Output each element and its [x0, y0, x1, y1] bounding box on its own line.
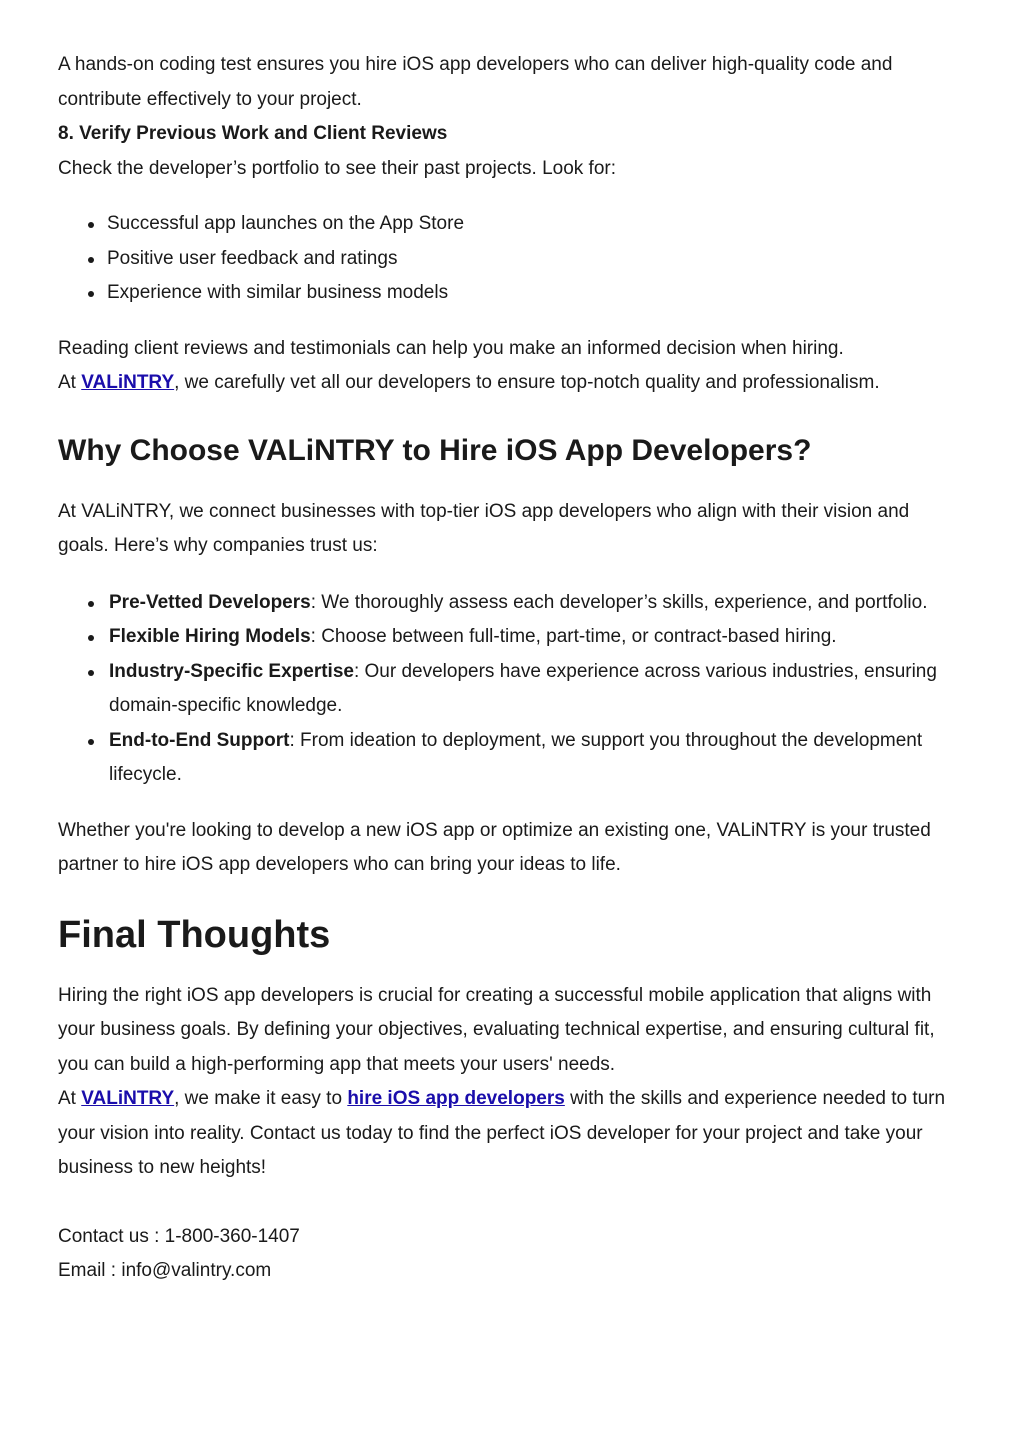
list-item: Experience with similar business models [58, 276, 958, 311]
intro-paragraph: A hands-on coding test ensures you hire iOS app developers who can deliver high-quality code and contribute effectively to your project. [58, 54, 893, 110]
benefit-desc: : We thoroughly assess each developer’s skills, experience, and portfolio. [310, 591, 928, 613]
final-mid: , we make it easy to [174, 1088, 348, 1109]
why-choose-heading: Why Choose VALiNTRY to Hire iOS App Developers? [58, 433, 812, 467]
benefit-desc: : From ideation to deployment, we support you throughout the development lifecycle. [109, 729, 923, 785]
reviews-suffix: , we carefully vet all our developers to ensure top-notch quality and professionalism. [174, 372, 880, 393]
final-at: At [58, 1088, 82, 1109]
reviews-paragraph [58, 332, 958, 401]
list-item: Positive user feedback and ratings [58, 242, 958, 277]
list-item: Successful app launches on the App Store [58, 207, 958, 242]
why-closing-paragraph: Whether you're looking to develop a new iOS app or optimize an existing one, VALiNTRY is your trusted partner to hire iOS app developers who can bring your ideas to life. [58, 819, 931, 875]
benefit-term: Industry-Specific Expertise [109, 660, 354, 682]
benefit-desc: : Our developers have experience across various industries, ensuring domain-specific knowledge. [109, 660, 937, 716]
benefit-term: End-to-End Support [109, 729, 290, 751]
section-8-title: 8. Verify Previous Work and Client Reviews [58, 123, 448, 144]
final-text-1: Hiring the right iOS app developers is crucial for creating a successful mobile application that aligns with your business goals. By defining your objectives, evaluating technical expertise, and ensuring cultural fit, you can build a high-performing app that meets your users' needs. [58, 984, 935, 1075]
valintry-link[interactable]: VALiNTRY [81, 372, 175, 393]
final-text-2: with the skills and experience needed to turn your vision into reality. Contact us today to find the perfect iOS developer for your project and take your business to new heights! [58, 1088, 946, 1178]
contact-email: Email : info@valintry.com [58, 1260, 272, 1281]
portfolio-checklist [58, 207, 958, 311]
list-item [58, 724, 958, 793]
list-item [58, 586, 958, 621]
hire-ios-developers-link[interactable]: hire iOS app developers [347, 1088, 565, 1109]
valintry-link[interactable]: VALiNTRY [81, 1088, 175, 1109]
reviews-prefix: At [58, 372, 82, 393]
benefit-term: Flexible Hiring Models [109, 626, 311, 647]
why-intro-paragraph: At VALiNTRY, we connect businesses with top-tier iOS app developers who align with their vision and goals. Here’s why companies trust us: [58, 500, 910, 556]
reviews-line-1: Reading client reviews and testimonials can help you make an informed decision when hiring. [58, 337, 844, 359]
final-paragraph [58, 979, 958, 1186]
contact-block [58, 1220, 958, 1289]
document-content [58, 48, 958, 1289]
final-thoughts-heading: Final Thoughts [58, 913, 331, 956]
list-item [58, 620, 958, 655]
contact-phone: Contact us : 1-800-360-1407 [58, 1225, 300, 1247]
benefit-desc: : Choose between full-time, part-time, or contract-based hiring. [310, 626, 837, 647]
list-item [58, 655, 958, 724]
section-8-lead: Check the developer’s portfolio to see their past projects. Look for: [58, 157, 616, 179]
benefit-term: Pre-Vetted Developers [109, 591, 311, 613]
benefits-list [58, 586, 958, 793]
